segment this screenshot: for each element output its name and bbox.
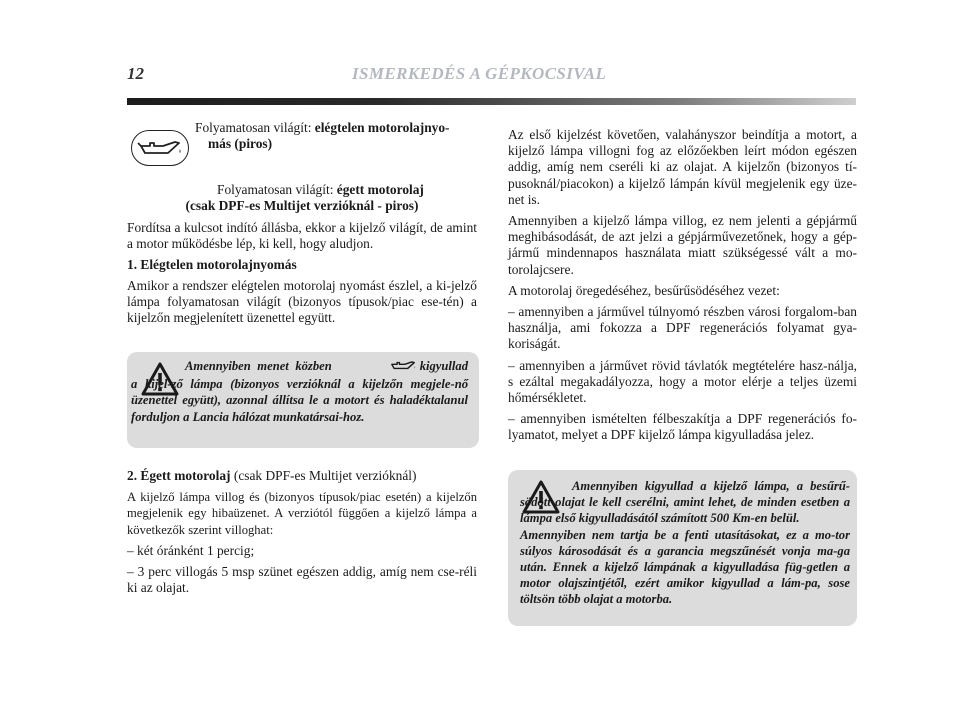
section-2-item-1: – két óránként 1 percig; [127, 542, 255, 558]
section-1-text: Amikor a rendszer elégtelen motorolaj nyomást észlel, a ki-jelző lámpa folyamatosan világít (bizonyos típusok/piac ese-tén) a kijelzőn megjelenített üzenettel együtt. [127, 277, 477, 326]
warning-2-text [520, 478, 850, 608]
lamp-line-2 [127, 182, 477, 198]
lamp-line-1-bold: elégtelen motorolajnyo- [314, 120, 450, 135]
oil-can-icon [131, 130, 189, 166]
left-column-bottom [127, 468, 477, 601]
left-column [127, 120, 477, 331]
section-2-item-2: – 3 perc villogás 5 msp szünet egészen addig, amíg nem cse-réli ki az olajat. [127, 564, 477, 596]
warning-1-text-b: kigyullad a kijel-ző lámpa (bizonyos verzióknál a kijelzőn megjele-nő üzenettel együtt), azonnal állítsa le a motort és haladéktalanul forduljon a Lancia hálózat munkatársai-hoz. [131, 359, 468, 424]
lamp-line-2b: (csak DPF-es Multijet verzióknál - piros) [185, 198, 419, 214]
section-2-title-rest: (csak DPF-es Multijet verzióknál) [230, 468, 417, 483]
warning-box-1 [127, 352, 479, 448]
section-1-title: 1. Elégtelen motorolajnyomás [127, 257, 297, 273]
right-paragraph-6: – amennyiben ismételten félbeszakítja a DPF regenerációs fo-lyamatot, melyet a DPF kijelző lámpa kigyulladása jelez. [508, 411, 857, 443]
lamp-text [195, 120, 477, 156]
right-paragraph-5: – amennyiben a járművet rövid távlatók megtételére hasz-nálja, s ezáltal megakadályozza, hogy a motor elérje a teljes üzemi hőmérsékletet. [508, 357, 857, 406]
oil-can-icon [334, 359, 418, 376]
lamp-line-1-bold-b: más (piros) [208, 136, 273, 152]
lamp-line-1b [195, 136, 477, 152]
section-2-text: A kijelző lámpa villog és (bizonyos típusok/piac esetén) a kijelzőn megjelenik egy hibaüzenet. A verziótól függően a kijelző lámpa a következők szerint villoghat: [127, 490, 477, 537]
intro-paragraph: Fordítsa a kulcsot indító állásba, ekkor a kijelző világít, de amint a motor működésbe lép, ki kell, hogy aludjon. [127, 220, 477, 252]
section-2-title [127, 468, 477, 484]
warning-box-2 [508, 470, 857, 626]
lamp-description [127, 120, 477, 220]
warning-2-text-b: Amennyiben nem tartja be a fenti utasításokat, ez a mo-tor súlyos károsodását és a garancia megszűnését vonja ma-ga után. Ennek a kijelző lámpának a kigyulladása füg-getlen a motor olajszintjétől, ezért amikor kigyullad a lám-pa, sose töltsön több olajat a motorba. [520, 527, 850, 607]
page-number: 12 [127, 64, 144, 83]
right-paragraph-2: Amennyiben a kijelző lámpa villog, ez nem jelenti a gépjármű meghibásodását, de azt jelzi a gépjárművezetőnek, hogy a gép-jármű mindennapos használata miatt szükségessé vált a mo-torolajcsere. [508, 213, 857, 277]
chapter-title: ISMERKEDÉS A GÉPKOCSIVAL [352, 64, 607, 83]
right-paragraph-3: A motorolaj öregedéséhez, besűrűsödéséhez vezet: [508, 282, 780, 298]
warning-1-text [131, 358, 468, 425]
lamp-dpf [127, 182, 477, 214]
right-column [508, 127, 857, 449]
lamp-line-1-prefix: Folyamatosan világít: [195, 120, 315, 135]
lamp-line-2-prefix: Folyamatosan világít: [217, 182, 337, 197]
section-2-title-bold: 2. Égett motorolaj [127, 468, 231, 483]
lamp-line-1 [195, 120, 477, 136]
lamp-line-2-bold: égett motorolaj [336, 182, 424, 197]
warning-2-text-a: Amennyiben kigyullad a kijelző lámpa, a besűrű-södött olajat le kell cserélni, amint lehet, de minden esetben a lámpa első kigyulladásától számított 500 Km-en belül. [520, 479, 850, 526]
right-paragraph-1: Az első kijelzést követően, valahányszor beindítja a motort, a kijelző lámpa villogni fog az előzőekben leírt módon egészen addig, amíg nem cseréli ki az olajat. A kijelzőn (bizonyos tí-pusoknál/piacokon) a kijelző lámpán kívül megjelenik egy üze-net is. [508, 127, 857, 207]
header-rule [127, 98, 856, 105]
oil-can-icon-svg [137, 137, 183, 159]
right-paragraph-4: – amennyiben a járművel túlnyomó részben városi forgalom-ban használja, ami fokozza a DPF regenerációs folyamat gya-koriságát. [508, 304, 857, 352]
warning-1-text-a: Amennyiben menet közben [185, 359, 332, 373]
